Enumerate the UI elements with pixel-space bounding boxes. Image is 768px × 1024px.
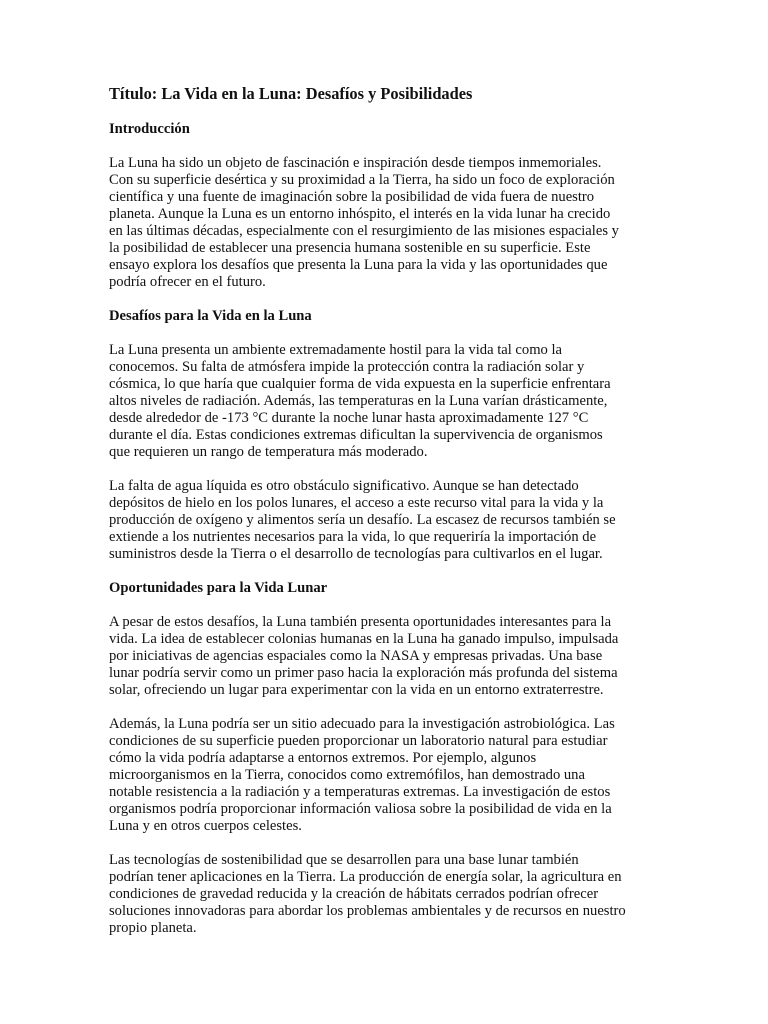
- paragraph-line: La falta de agua líquida es otro obstáculo significativo. Aunque se han detectado: [109, 478, 579, 494]
- paragraph-line: cómo la vida podría adaptarse a entornos extremos. Por ejemplo, algunos: [109, 750, 537, 766]
- paragraph-line: Las tecnologías de sostenibilidad que se desarrollen para una base lunar también: [109, 852, 579, 868]
- paragraph: [109, 716, 659, 835]
- paragraph-line: La Luna ha sido un objeto de fascinación e inspiración desde tiempos inmemoriales.: [109, 155, 602, 171]
- paragraph-line: propio planeta.: [109, 920, 197, 936]
- paragraph-line: desde alrededor de -173 °C durante la noche lunar hasta aproximadamente 127 °C: [109, 410, 589, 426]
- paragraph-line: microorganismos en la Tierra, conocidos como extremófilos, han demostrado una: [109, 767, 585, 783]
- document-page: [109, 84, 659, 954]
- paragraph-line: Además, la Luna podría ser un sitio adecuado para la investigación astrobiológica. Las: [109, 716, 615, 732]
- paragraph-line: Luna y en otros cuerpos celestes.: [109, 818, 302, 834]
- paragraph-line: cósmica, lo que haría que cualquier forma de vida expuesta en la superficie enfrentara: [109, 376, 611, 392]
- paragraph-line: notable resistencia a la radiación y a temperaturas extremas. La investigación de estos: [109, 784, 611, 800]
- paragraph-line: organismos podría proporcionar información valiosa sobre la posibilidad de vida en la: [109, 801, 612, 817]
- paragraph-line: depósitos de hielo en los polos lunares, el acceso a este recurso vital para la vida y la: [109, 495, 604, 511]
- paragraph-line: suministros desde la Tierra o el desarrollo de tecnologías para cultivarlos en el lugar.: [109, 546, 603, 562]
- document-body: [109, 121, 659, 937]
- paragraph-line: extiende a los nutrientes necesarios para la vida, lo que requeriría la importación de: [109, 529, 597, 545]
- paragraph-line: vida. La idea de establecer colonias humanas en la Luna ha ganado impulso, impulsada: [109, 631, 619, 647]
- paragraph-line: Con su superficie desértica y su proximidad a la Tierra, ha sido un foco de exploración: [109, 172, 615, 188]
- paragraph-line: por iniciativas de agencias espaciales como la NASA y empresas privadas. Una base: [109, 648, 603, 664]
- paragraph-line: podrían tener aplicaciones en la Tierra. La producción de energía solar, la agricultura en: [109, 869, 622, 885]
- paragraph: [109, 614, 659, 699]
- paragraph-line: planeta. Aunque la Luna es un entorno inhóspito, el interés en la vida lunar ha crecido: [109, 206, 611, 222]
- paragraph-line: durante el día. Estas condiciones extremas dificultan la supervivencia de organismos: [109, 427, 603, 443]
- section-heading: Desafíos para la Vida en la Luna: [109, 308, 312, 324]
- paragraph-line: A pesar de estos desafíos, la Luna también presenta oportunidades interesantes para la: [109, 614, 612, 630]
- paragraph-line: que requieren un rango de temperatura más moderado.: [109, 444, 428, 460]
- paragraph-line: producción de oxígeno y alimentos sería un desafío. La escasez de recursos también se: [109, 512, 616, 528]
- paragraph-line: La Luna presenta un ambiente extremadamente hostil para la vida tal como la: [109, 342, 563, 358]
- paragraph-line: altos niveles de radiación. Además, las temperaturas en la Luna varían drásticamente,: [109, 393, 608, 409]
- paragraph-line: la posibilidad de establecer una presencia humana sostenible en su superficie. Este: [109, 240, 591, 256]
- paragraph-line: conocemos. Su falta de atmósfera impide la protección contra la radiación solar y: [109, 359, 585, 375]
- paragraph-line: soluciones innovadoras para abordar los problemas ambientales y de recursos en nuestro: [109, 903, 626, 919]
- paragraph-line: podría ofrecer en el futuro.: [109, 274, 266, 290]
- paragraph-line: condiciones de gravedad reducida y la creación de hábitats cerrados podrían ofrecer: [109, 886, 599, 902]
- paragraph: [109, 155, 659, 291]
- paragraph: [109, 852, 659, 937]
- document-title: Título: La Vida en la Luna: Desafíos y Posibilidades: [109, 84, 473, 103]
- section-heading: Oportunidades para la Vida Lunar: [109, 580, 328, 596]
- paragraph-line: ensayo explora los desafíos que presenta la Luna para la vida y las oportunidades que: [109, 257, 608, 273]
- paragraph-line: lunar podría servir como un primer paso hacia la exploración más profunda del sistema: [109, 665, 618, 681]
- paragraph-line: científica y una fuente de imaginación sobre la posibilidad de vida fuera de nuestro: [109, 189, 595, 205]
- paragraph: [109, 478, 659, 563]
- paragraph-line: solar, ofreciendo un lugar para experimentar con la vida en un entorno extraterrestre.: [109, 682, 604, 698]
- paragraph-line: en las últimas décadas, especialmente con el resurgimiento de las misiones espaciales y: [109, 223, 619, 239]
- paragraph-line: condiciones de su superficie pueden proporcionar un laboratorio natural para estudiar: [109, 733, 608, 749]
- paragraph: [109, 342, 659, 461]
- section-heading: Introducción: [109, 121, 190, 137]
